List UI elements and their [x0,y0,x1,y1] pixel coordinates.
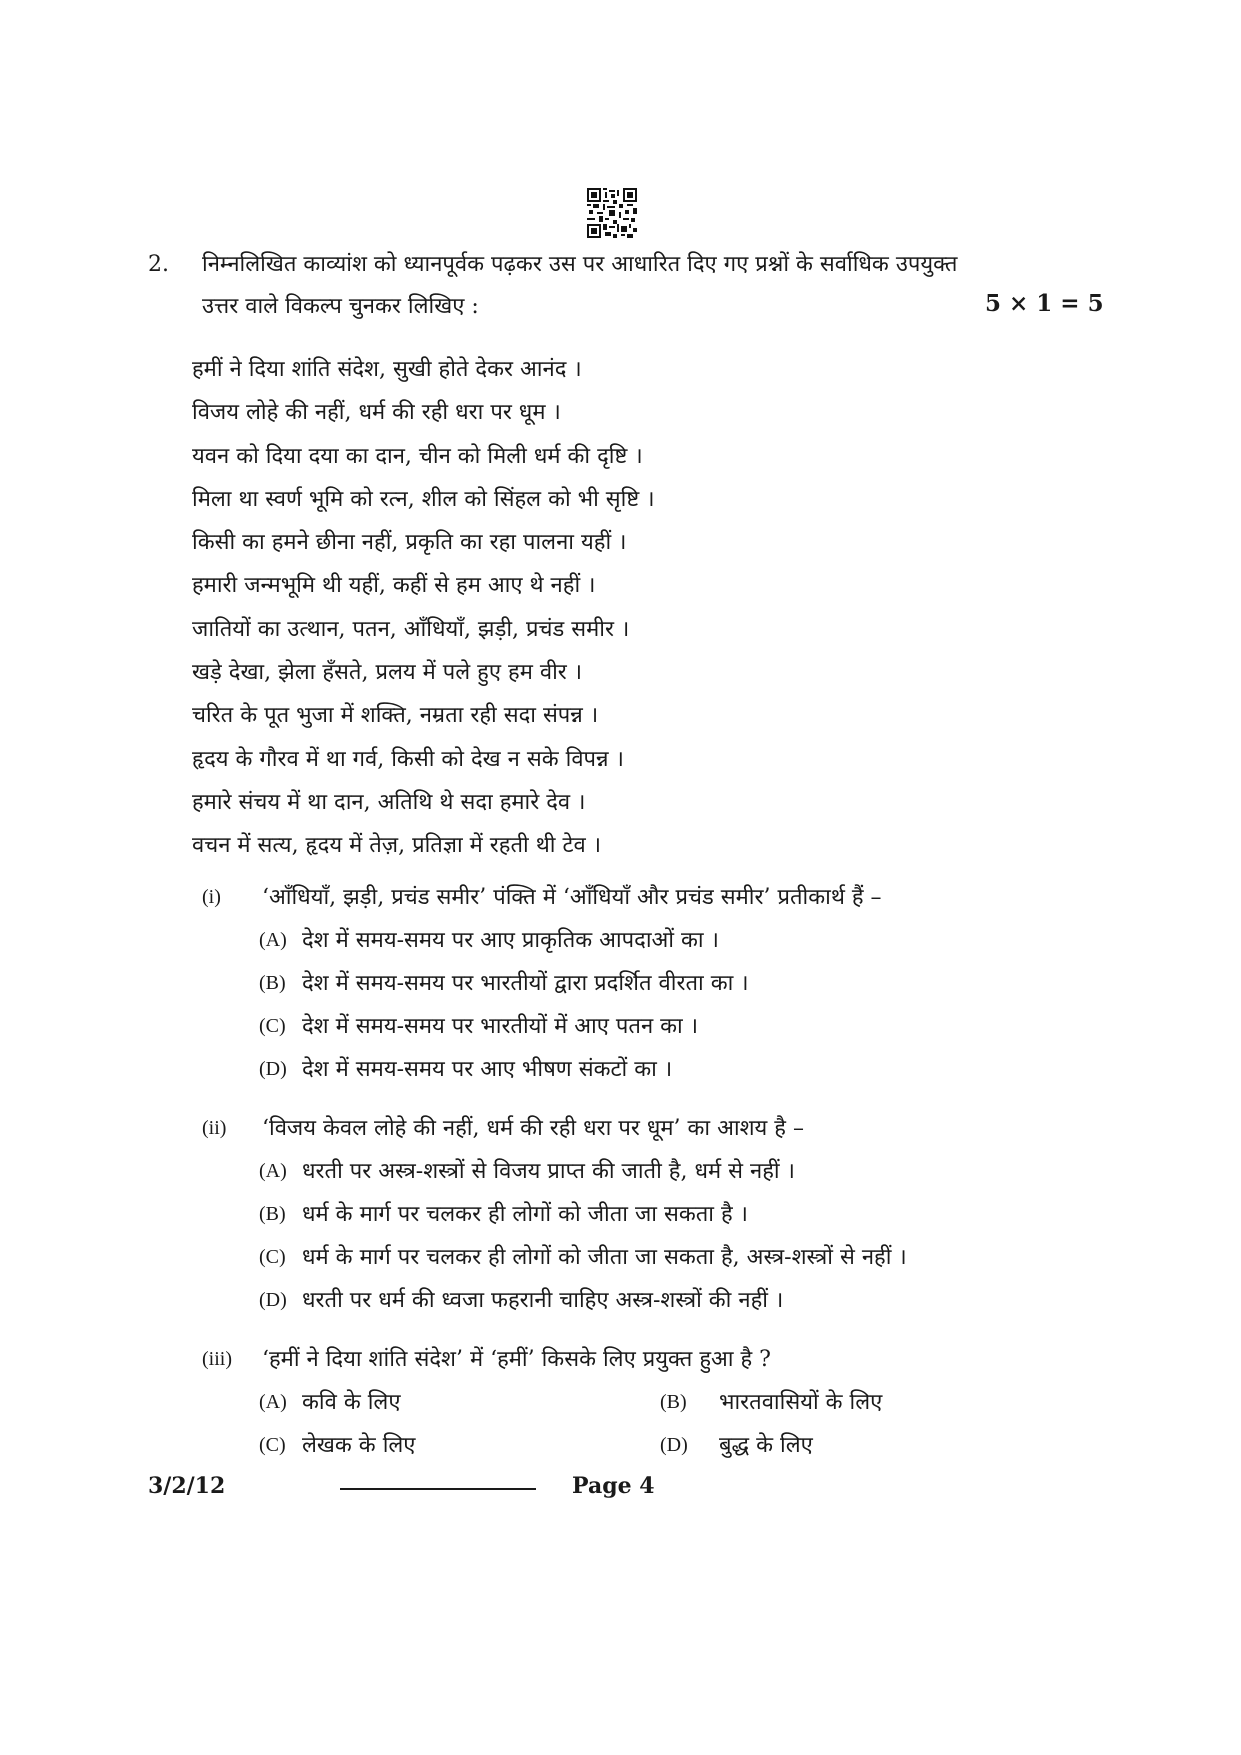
option-text: देश में समय-समय पर आए प्राकृतिक आपदाओं का । [302,928,719,953]
poem-line: हमारे संचय में था दान, अतिथि थे सदा हमारे देव । [192,789,586,815]
poem-excerpt [192,348,655,868]
sub-question-text: ‘हमीं ने दिया शांति संदेश’ में ‘हमीं’ किसके लिए प्रयुक्त हुआ है ? [262,1347,771,1372]
poem-line: हमीं ने दिया शांति संदेश, सुखी होते देकर आनंद । [192,357,582,382]
option-text: धर्म के मार्ग पर चलकर ही लोगों को जीता जा सकता है । [302,1202,748,1227]
option-a-text[interactable]: कवि के लिए [302,1390,401,1415]
marks-allocation: 5 × 1 = 5 [985,290,1104,317]
option-text: धरती पर धर्म की ध्वजा फहरानी चाहिए अस्त्र-शस्त्रों की नहीं । [302,1288,784,1313]
option-b-text[interactable]: भारतवासियों के लिए [719,1390,883,1415]
option-d-label[interactable]: (D) [660,1434,688,1456]
poem-line: हृदय के गौरव में था गर्व, किसी को देख न सके विपन्न । [192,746,624,772]
option-label: (A) [259,929,287,951]
option-a-label[interactable]: (A) [259,1391,287,1413]
option-b-label[interactable]: (B) [660,1391,687,1413]
poem-line: चरित के पूत भुजा में शक्ति, नम्रता रही सदा संपन्न । [192,703,599,729]
option-c-text[interactable]: लेखक के लिए [302,1433,416,1458]
sub-question-text: ‘विजय केवल लोहे की नहीं, धर्म की रही धरा पर धूम’ का आशय है – [262,1116,804,1141]
option-label: (C) [259,1246,286,1268]
sub-question-text: ‘आँधियाँ, झड़ी, प्रचंड समीर’ पंक्ति में ‘आँधियाँ और प्रचंड समीर’ प्रतीकार्थ हैं – [262,885,882,910]
poem-line: हमारी जन्मभूमि थी यहीं, कहीं से हम आए थे नहीं । [192,573,596,599]
option-text: धरती पर अस्त्र-शस्त्रों से विजय प्राप्त की जाती है, धर्म से नहीं । [302,1159,795,1184]
option-label: (A) [259,1160,287,1182]
option-label: (C) [259,1015,286,1037]
option-text: देश में समय-समय पर भारतीयों में आए पतन का । [302,1014,699,1039]
qr-code-icon [587,188,637,238]
poem-line: जातियों का उत्थान, पतन, आँधियाँ, झड़ी, प्रचंड समीर । [192,616,630,642]
poem-line: खड़े देखा, झेला हँसते, प्रलय में पले हुए हम वीर । [192,660,583,686]
option-label: (B) [259,1203,286,1225]
page-number: Page 4 [572,1473,655,1499]
poem-line: मिला था स्वर्ण भूमि को रत्न, शील को सिंहल को भी सृष्टि । [192,486,655,512]
sub-question-label: (ii) [202,1117,227,1139]
option-label: (D) [259,1289,287,1311]
poem-line: वचन में सत्य, हृदय में तेज़, प्रतिज्ञा में रहती थी टेव । [192,833,602,859]
paper-code: 3/2/12 [148,1473,226,1499]
option-c-label[interactable]: (C) [259,1434,286,1456]
option-d-text[interactable]: बुद्ध के लिए [719,1433,813,1458]
option-text: देश में समय-समय पर भारतीयों द्वारा प्रदर्शित वीरता का । [302,971,749,996]
question-number: 2. [148,252,169,277]
option-text: धर्म के मार्ग पर चलकर ही लोगों को जीता जा सकता है, अस्त्र-शस्त्रों से नहीं । [302,1245,907,1270]
poem-line: किसी का हमने छीना नहीं, प्रकृति का रहा पालना यहीं । [192,530,627,556]
sub-question-label: (i) [202,886,221,908]
sub-question-label: (iii) [202,1348,232,1370]
poem-line: विजय लोहे की नहीं, धर्म की रही धरा पर धूम । [192,400,561,426]
option-label: (B) [259,972,286,994]
option-text: देश में समय-समय पर आए भीषण संकटों का । [302,1057,673,1082]
option-label: (D) [259,1058,287,1080]
instruction-line-2: उत्तर वाले विकल्प चुनकर लिखिए : [202,294,479,319]
poem-line: यवन को दिया दया का दान, चीन को मिली धर्म की दृष्टि । [192,443,643,469]
footer-divider [340,1488,536,1490]
instruction-line-1: निम्नलिखित काव्यांश को ध्यानपूर्वक पढ़कर उस पर आधारित दिए गए प्रश्नों के सर्वाधिक उपयुक्त [202,252,958,277]
